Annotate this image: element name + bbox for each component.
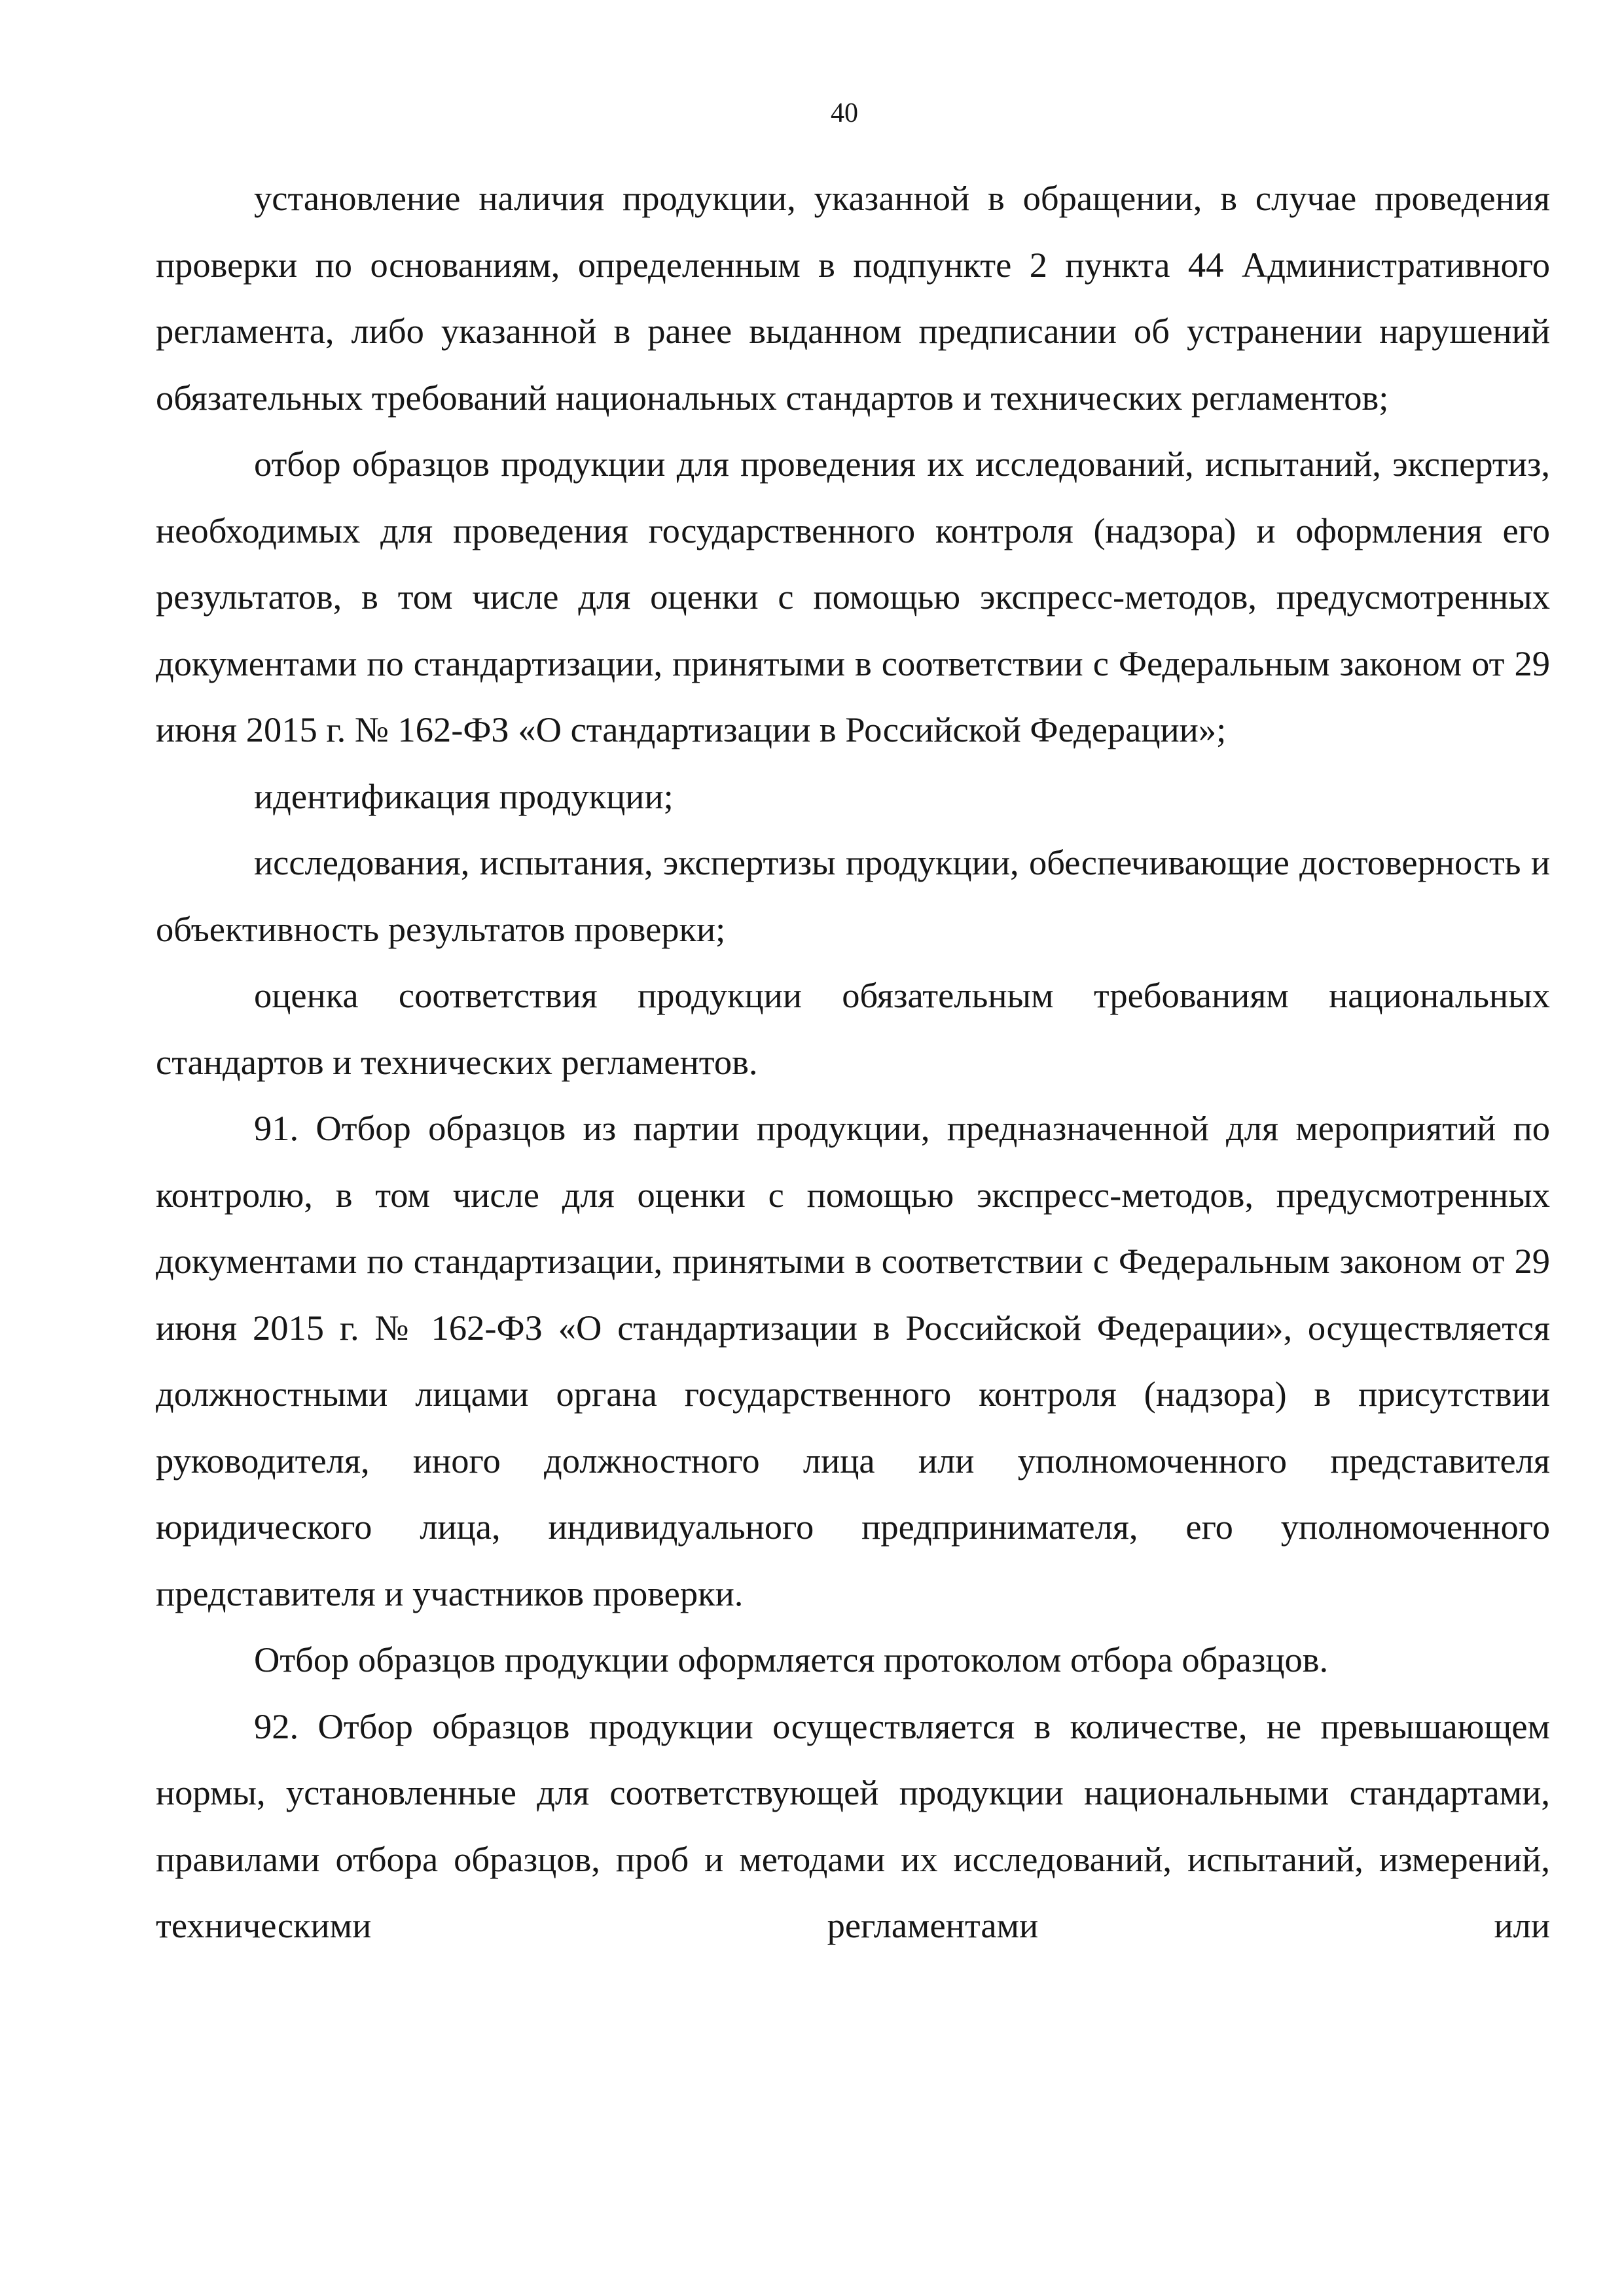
paragraph-research: исследования, испытания, экспертизы продукции, обеспечивающие достоверность и объективность результатов проверки; [156,842,1550,949]
page-number: 40 [831,98,858,128]
paragraph-item-91: 91. Отбор образцов из партии продукции, предназначенной для мероприятий по контролю, в том числе для оценки с помощью экспресс-методов, предусмотренных документами по стандартизации, принятыми в соответствии с Федеральным законом от 29 июня 2015 г. № 162-ФЗ «О стандартизации в Российской Федерации», осуществляется должностными лицами органа государственного контроля (надзора) в присутствии руководителя, иного должностного лица или уполномоченного представителя юридического лица, индивидуального предпринимателя, его уполномоченного представителя и участников проверки. [156,1108,1550,1613]
document-body [156,165,1550,1959]
paragraph-identification: идентификация продукции; [254,776,674,816]
paragraph-sampling: отбор образцов продукции для проведения их исследований, испытаний, экспертиз, необходимых для проведения государственного контроля (надзора) и оформления его результатов, в том числе для оценки с помощью экспресс-методов, предусмотренных документами по стандартизации, принятыми в соответствии с Федеральным законом от 29 июня 2015 г. № 162-ФЗ «О стандартизации в Российской Федерации»; [156,444,1550,749]
paragraph-item-92: 92. Отбор образцов продукции осуществляется в количестве, не превышающем нормы, установленные для соответствующей продукции национальными стандартами, правилами отбора образцов, проб и методами их исследований, испытаний, измерений, техническими регламентами или [156,1706,1550,1945]
paragraph-sampling-protocol: Отбор образцов продукции оформляется протоколом отбора образцов. [254,1640,1329,1679]
paragraph-establishing-product: установление наличия продукции, указанной в обращении, в случае проведения проверки по основаниям, определенным в подпункте 2 пункта 44 Административного регламента, либо указанной в ранее выданном предписании об устранении нарушений обязательных требований национальных стандартов и технических регламентов; [156,178,1550,418]
paragraph-conformity: оценка соответствия продукции обязательным требованиям национальных стандартов и технических регламентов. [156,975,1550,1082]
